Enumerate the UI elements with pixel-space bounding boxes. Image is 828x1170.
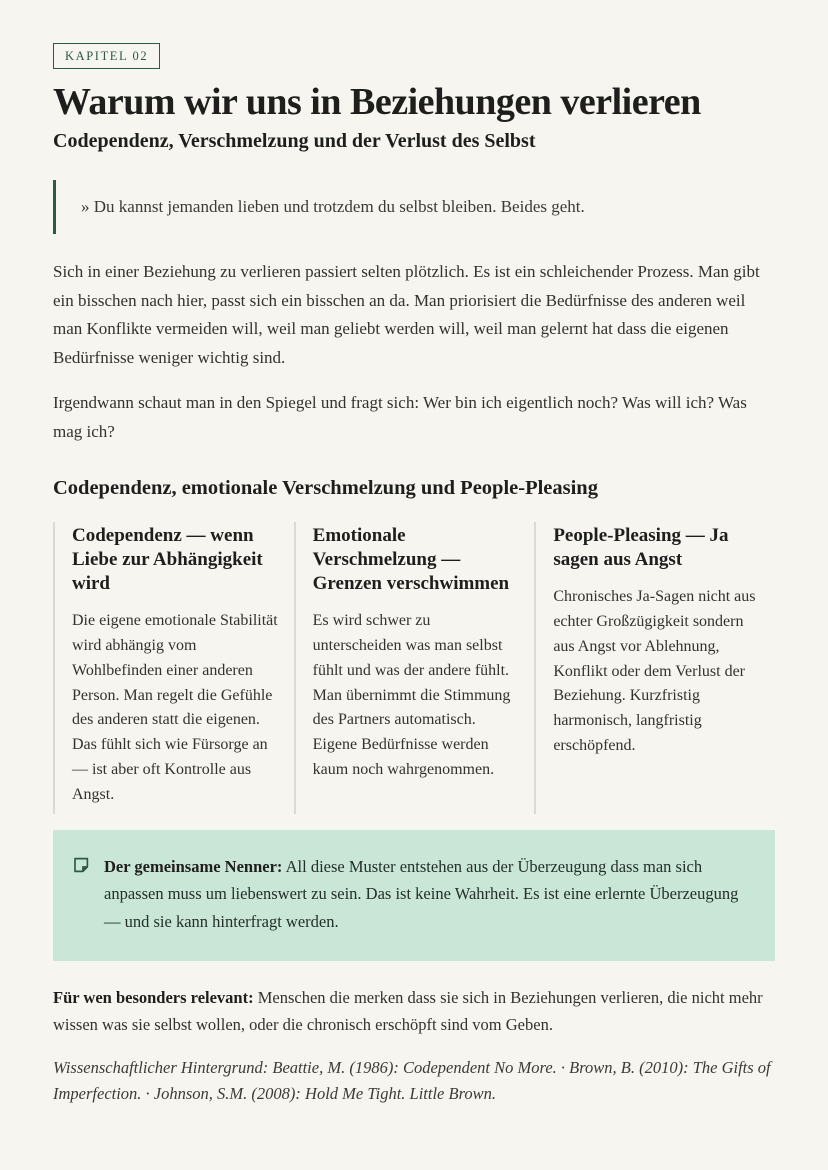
column-body: Chronisches Ja-Sagen nicht aus echter Großzügigkeit sondern aus Angst vor Ablehnung, Konflikt oder dem Verlust der Beziehung. Kurzfristig harmonisch, langfristig erschöpfend. — [553, 588, 756, 754]
note-text — [104, 853, 749, 936]
highlight-note-box — [53, 830, 775, 961]
column-title: Emotionale Verschmelzung — Grenzen verschwimmen — [312, 525, 510, 595]
note-lead: Der gemeinsame Nenner: — [104, 856, 283, 876]
section-heading: Codependenz, emotionale Verschmelzung und People-Pleasing — [53, 477, 598, 500]
pull-quote: » Du kannst jemanden lieben und trotzdem du selbst bleiben. Beides geht. — [53, 180, 775, 234]
intro-paragraph-2: Irgendwann schaut man in den Spiegel und fragt sich: Wer bin ich eigentlich noch? Was will ich? Was mag ich? — [53, 393, 747, 441]
note-body: All diese Muster entstehen aus der Überzeugung dass man sich anpassen muss um liebenswert zu sein. Das ist keine Wahrheit. Es ist eine erlernte Überzeugung — und sie kann hinterfragt werden. — [104, 856, 739, 931]
relevance-paragraph — [53, 984, 775, 1038]
column-title: People-Pleasing — Ja sagen aus Angst — [553, 525, 729, 571]
column-body: Die eigene emotionale Stabilität wird abhängig vom Wohlbefinden einer anderen Person. Man regelt die Gefühle des anderen statt die eigenen. Das fühlt sich wie Fürsorge an — ist aber oft Kontrolle aus Angst. — [72, 612, 278, 803]
scientific-citation: Wissenschaftlicher Hintergrund: Beattie, M. (1986): Codependent No More. · Brown, B. (2010): The Gifts of Imperfection. · Johnson, S.M. (2008): Hold Me Tight. Little Brown. — [53, 1058, 771, 1104]
chapter-badge: KAPITEL 02 — [53, 43, 160, 69]
concept-columns — [53, 522, 775, 813]
page-title: Warum wir uns in Beziehungen verlieren — [53, 81, 701, 123]
column-body: Es wird schwer zu unterscheiden was man selbst fühlt und was der andere fühlt. Man übernimmt die Stimmung des Partners automatisch. Eigene Bedürfnisse werden kaum noch wahrgenommen. — [312, 612, 511, 778]
column-people-pleasing — [534, 522, 775, 813]
intro-paragraph-1: Sich in einer Beziehung zu verlieren passiert selten plötzlich. Es ist ein schleichender Prozess. Man gibt ein bisschen nach hier, passt sich ein bisschen an da. Man priorisiert die Bedürfnisse des anderen weil man Konflikte vermeiden will, weil man geliebt werden will, weil man gelernt hat dass die eigenen Bedürfnisse weniger wichtig sind. — [53, 262, 760, 367]
sticky-note-icon — [72, 856, 90, 874]
relevance-lead: Für wen besonders relevant: — [53, 987, 254, 1007]
column-verschmelzung — [294, 522, 535, 813]
page-subtitle: Codependenz, Verschmelzung und der Verlust des Selbst — [53, 130, 536, 153]
column-title: Codependenz — wenn Liebe zur Abhängigkeit wird — [72, 525, 263, 595]
relevance-body: Menschen die merken dass sie sich in Beziehungen verlieren, die nicht mehr wissen was sie selbst wollen, oder die chronisch erschöpft sind vom Geben. — [53, 987, 763, 1034]
column-codependenz — [53, 522, 294, 813]
